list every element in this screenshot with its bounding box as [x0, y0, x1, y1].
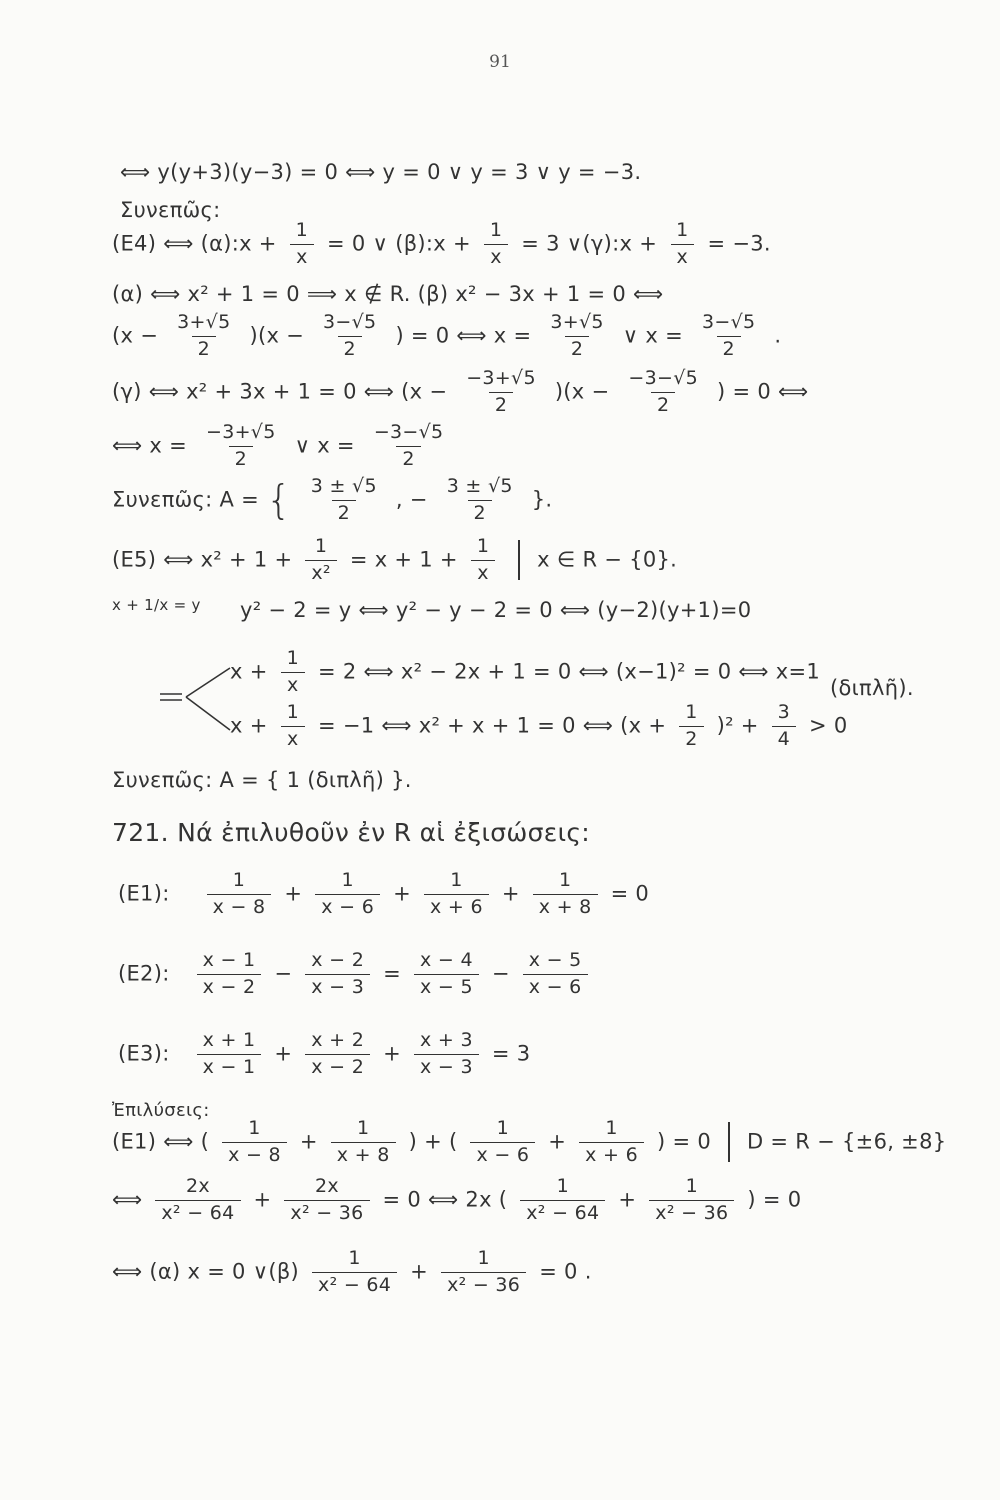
- domain-bar: [518, 540, 520, 580]
- op: =: [383, 961, 402, 986]
- e1-frac-2: $\frac{1}{x - 6}$: [315, 870, 380, 919]
- s2-e: ) = 0: [747, 1187, 802, 1212]
- e4-part-b: = 0 ∨ (β):x +: [327, 231, 471, 256]
- e3-label: (E3):: [118, 1041, 170, 1066]
- s1-a: (E1) ⟺ (: [112, 1129, 210, 1154]
- fraction-3-over-4: $\frac{3}{4}$: [772, 702, 796, 751]
- s2-c: = 0 ⟺ 2x (: [382, 1187, 508, 1212]
- op: +: [383, 1041, 402, 1066]
- line-13-set-a: Συνεπῶς: A = { 1 (διπλῆ) }.: [112, 768, 412, 792]
- s1-b: +: [299, 1129, 318, 1154]
- fraction-root-1: $\frac{3+√5}{2}$: [550, 311, 604, 360]
- l8-a: Συνεπῶς: A =: [112, 487, 260, 512]
- e2-frac-1: $\frac{x - 1}{x - 2}$: [197, 950, 262, 999]
- solutions-label: Ἐπιλύσεις:: [112, 1100, 210, 1121]
- fraction-1-over-x: $\frac{1}{x}$: [281, 648, 305, 697]
- e2-frac-3: $\frac{x - 4}{x - 5}$: [414, 950, 479, 999]
- s2-frac-3: $\frac{1}{\text{x² − 64}}$: [520, 1176, 605, 1225]
- fraction-1-over-x: $\frac{1}{x}$: [281, 702, 305, 751]
- e4-part-c: = 3 ∨(γ):x +: [521, 231, 658, 256]
- e3-frac-2: $\frac{x + 2}{x - 2}$: [305, 1030, 370, 1079]
- s1-e: ) = 0: [656, 1129, 711, 1154]
- fraction-1-over-x: $\frac{1}{x}$: [471, 536, 495, 585]
- l5-d: ∨ x =: [622, 323, 684, 348]
- s3-frac-1: $\frac{1}{\text{x² − 64}}$: [312, 1248, 397, 1297]
- s3-a: ⟺ (α) x = 0 ∨(β): [112, 1259, 300, 1284]
- fraction-root-2: $\frac{3-√5}{2}$: [323, 311, 377, 360]
- domain-bar: [728, 1122, 730, 1162]
- s2-d: +: [618, 1187, 637, 1212]
- fraction-1-over-x2: $\frac{1}{\text{x²}}$: [305, 536, 336, 585]
- fraction-pm: $\frac{3 \pm √5}{2}$: [446, 475, 513, 524]
- l12-c: )² +: [716, 713, 759, 738]
- l11-b: = 2 ⟺ x² − 2x + 1 = 0 ⟺ (x−1)² = 0 ⟺ x=1: [317, 659, 821, 684]
- line-12: [230, 702, 848, 751]
- op: +: [501, 881, 520, 906]
- s1-frac-4: $\frac{1}{x + 6}$: [579, 1118, 644, 1167]
- double-root-note: (διπλῆ).: [830, 676, 914, 700]
- e3-frac-3: $\frac{x + 3}{x - 3}$: [414, 1030, 479, 1079]
- branch-arrow-icon: [160, 660, 240, 740]
- l12-d: > 0: [809, 713, 848, 738]
- e1-rhs: = 0: [610, 881, 650, 906]
- equation-e1: [118, 870, 649, 919]
- l8-c: }.: [531, 487, 553, 512]
- l5-a: (x −: [112, 323, 159, 348]
- l12-a: x +: [230, 713, 268, 738]
- s1-frac-3: $\frac{1}{x - 6}$: [470, 1118, 535, 1167]
- fraction-root-3: $\frac{-3+√5}{2}$: [466, 367, 536, 416]
- l6-a: (γ) ⟺ x² + 3x + 1 = 0 ⟺ (x −: [112, 379, 448, 404]
- s2-frac-4: $\frac{1}{\text{x² − 36}}$: [649, 1176, 734, 1225]
- line-1: ⟺ y(y+3)(y−3) = 0 ⟺ y = 0 ∨ y = 3 ∨ y = −3.: [120, 160, 642, 184]
- solution-e1-line-3: [112, 1248, 592, 1297]
- line-3-e4: [112, 220, 771, 269]
- exercise-heading: 721. Νά ἐπιλυθοῦν ἐν R αἱ ἐξισώσεις:: [112, 818, 591, 847]
- e4-part-d: = −3.: [707, 231, 771, 256]
- page-number: 91: [489, 52, 511, 72]
- l5-b: )(x −: [249, 323, 305, 348]
- e3-frac-1: $\frac{x + 1}{x - 1}$: [197, 1030, 262, 1079]
- op: −: [274, 961, 293, 986]
- op: +: [284, 881, 303, 906]
- e2-frac-2: $\frac{x - 2}{x - 3}$: [305, 950, 370, 999]
- l7-b: ∨ x =: [294, 433, 355, 458]
- l5-e: .: [774, 323, 782, 348]
- fraction-root-1: $\frac{3+√5}{2}$: [177, 311, 231, 360]
- s3-frac-2: $\frac{1}{\text{x² − 36}}$: [441, 1248, 526, 1297]
- l8-b: , −: [395, 487, 428, 512]
- op: +: [393, 881, 412, 906]
- l9-b: = x + 1 +: [349, 547, 458, 572]
- s3-c: = 0 .: [539, 1259, 592, 1284]
- fraction-1-over-2: $\frac{1}{2}$: [679, 702, 703, 751]
- s1-frac-2: $\frac{1}{x + 8}$: [331, 1118, 396, 1167]
- e1-frac-4: $\frac{1}{x + 8}$: [533, 870, 598, 919]
- e2-label: (E2):: [118, 961, 170, 986]
- e1-frac-3: $\frac{1}{x + 6}$: [424, 870, 489, 919]
- l5-c: ) = 0 ⟺ x =: [395, 323, 532, 348]
- brace-open: {: [266, 477, 292, 524]
- fraction-root-4: $\frac{-3-√5}{2}$: [373, 421, 444, 470]
- s2-frac-2: $\frac{2x}{\text{x² − 36}}$: [284, 1176, 369, 1225]
- solution-e1-line-1: [112, 1118, 946, 1167]
- s2-frac-1: $\frac{2x}{\text{x² − 64}}$: [155, 1176, 240, 1225]
- line-2-therefore: Συνεπῶς:: [120, 198, 221, 222]
- s1-d: +: [548, 1129, 567, 1154]
- line-10: y² − 2 = y ⟺ y² − y − 2 = 0 ⟺ (y−2)(y+1)=0: [240, 598, 752, 622]
- s1-domain: D = R − {±6, ±8}: [746, 1129, 947, 1154]
- equation-e3: [118, 1030, 530, 1079]
- fraction-pm: $\frac{3 \pm √5}{2}$: [310, 475, 377, 524]
- op: −: [491, 961, 510, 986]
- l11-a: x +: [230, 659, 268, 684]
- s1-c: ) + (: [408, 1129, 458, 1154]
- substitution-label: x + 1/x = y: [112, 596, 201, 614]
- fraction-root-2: $\frac{3-√5}{2}$: [702, 311, 756, 360]
- s3-b: +: [410, 1259, 429, 1284]
- s2-b: +: [253, 1187, 272, 1212]
- line-6: [112, 368, 808, 417]
- l6-b: )(x −: [554, 379, 610, 404]
- fraction-1-over-x: $\frac{1}{x}$: [670, 220, 694, 269]
- equation-e2: [118, 950, 594, 999]
- l6-c: ) = 0 ⟺: [717, 379, 809, 404]
- e3-rhs: = 3: [491, 1041, 531, 1066]
- op: +: [274, 1041, 293, 1066]
- e1-label: (E1):: [118, 881, 170, 906]
- l9-a: (E5) ⟺ x² + 1 +: [112, 547, 293, 572]
- s1-frac-1: $\frac{1}{x - 8}$: [222, 1118, 287, 1167]
- fraction-1-over-x: $\frac{1}{x}$: [484, 220, 508, 269]
- fraction-root-3: $\frac{-3+√5}{2}$: [205, 421, 276, 470]
- e1-frac-1: $\frac{1}{x - 8}$: [207, 870, 272, 919]
- fraction-root-4: $\frac{-3-√5}{2}$: [628, 367, 699, 416]
- line-5: [112, 312, 781, 361]
- line-8-set-a: [112, 476, 552, 525]
- l12-b: = −1 ⟺ x² + x + 1 = 0 ⟺ (x +: [317, 713, 667, 738]
- line-4: (α) ⟺ x² + 1 = 0 ⟹ x ∉ R. (β) x² − 3x + 1 = 0 ⟺: [112, 282, 664, 306]
- line-11: [230, 648, 820, 697]
- fraction-1-over-x: $\frac{1}{x}$: [290, 220, 314, 269]
- e2-frac-4: $\frac{x - 5}{x - 6}$: [523, 950, 588, 999]
- e4-part-a: (E4) ⟺ (α):x +: [112, 231, 277, 256]
- l7-a: ⟺ x =: [112, 433, 187, 458]
- l9-c: x ∈ R − {0}.: [537, 547, 678, 572]
- s2-a: ⟺: [112, 1187, 143, 1212]
- line-7: [112, 422, 455, 471]
- solution-e1-line-2: [112, 1176, 801, 1225]
- line-9-e5: [112, 536, 677, 585]
